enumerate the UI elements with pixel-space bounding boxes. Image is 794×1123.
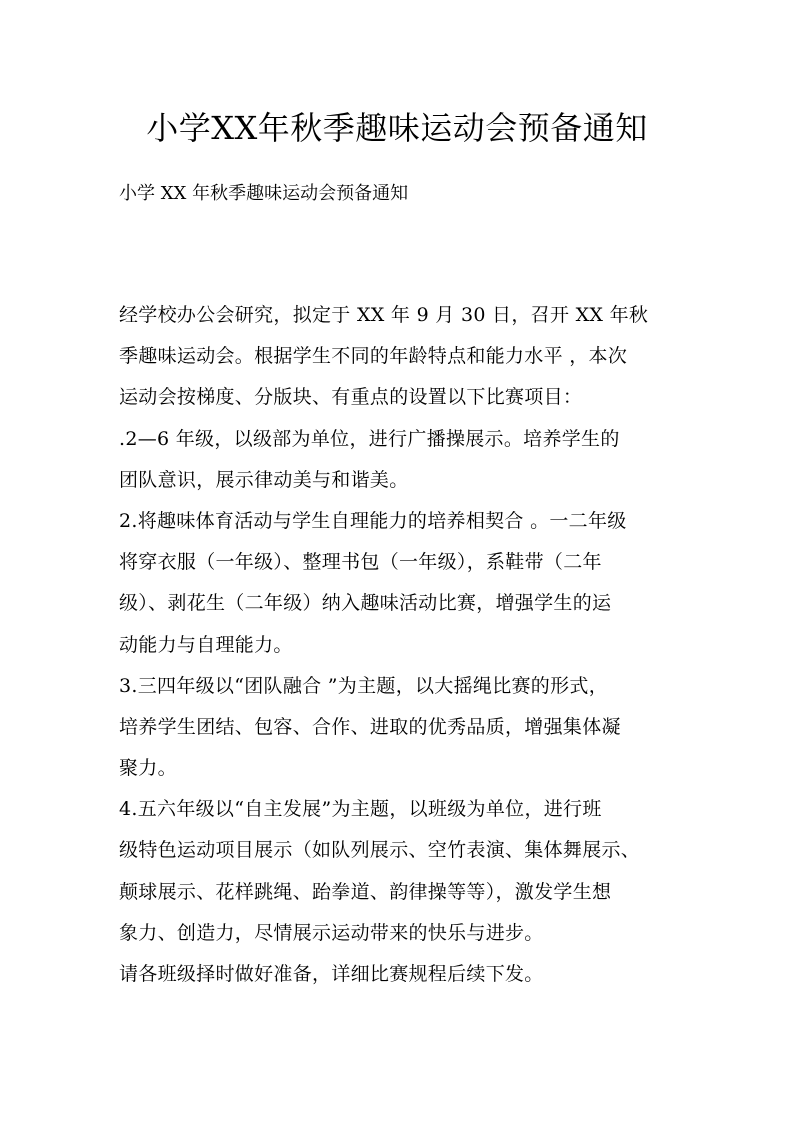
paragraph-line: 将穿衣服（一年级）、整理书包（一年级），系鞋带（二年 bbox=[119, 551, 602, 574]
paragraph-line: 颠球展示、花样跳绳、跆拳道、韵律操等等），激发学生想 bbox=[119, 880, 612, 903]
document-body bbox=[119, 300, 679, 1000]
paragraph-line: 运动会按梯度、分版块、有重点的设置以下比赛项目： bbox=[119, 386, 583, 409]
paragraph-intro bbox=[119, 300, 679, 424]
paragraph-line: 请各班级择时做好准备，详细比赛规程后续下发。 bbox=[119, 963, 544, 985]
paragraph-line: 季趣味运动会。根据学生不同的年龄特点和能力水平 ，本次 bbox=[119, 345, 628, 368]
document-subtitle: 小学 XX 年秋季趣味运动会预备通知 bbox=[119, 183, 409, 204]
document-title: 小学XX年秋季趣味运动会预备通知 bbox=[146, 109, 648, 147]
paragraph-line: 3.三四年级以“团队融合 ”为主题，以大摇绳比赛的形式， bbox=[119, 674, 608, 697]
paragraph-line: .2—6 年级，以级部为单位，进行广播操展示。培养学生的 bbox=[119, 427, 620, 450]
paragraph-line: 经学校办公会研究，拟定于 XX 年 9 月 30 日，召开 XX 年秋 bbox=[119, 304, 649, 326]
paragraph-line: 级特色运动项目展示（如队列展示、空竹表演、集体舞展示、 bbox=[119, 839, 641, 862]
paragraph-item-2 bbox=[119, 506, 679, 671]
paragraph-line: 2.将趣味体育活动与学生自理能力的培养相契合 。一二年级 bbox=[119, 509, 627, 532]
paragraph-line: 级）、剥花生（二年级）纳入趣味活动比赛，增强学生的运 bbox=[119, 592, 612, 615]
paragraph-item-1 bbox=[119, 424, 679, 506]
paragraph-line: 培养学生团结、包容、合作、进取的优秀品质，增强集体凝 bbox=[119, 715, 621, 738]
paragraph-item-4 bbox=[119, 794, 679, 959]
paragraph-item-3 bbox=[119, 671, 679, 795]
paragraph-line: 4.五六年级以“自主发展”为主题，以班级为单位，进行班 bbox=[119, 798, 602, 821]
paragraph-line: 聚力。 bbox=[119, 757, 177, 780]
paragraph-line: 象力、创造力，尽情展示运动带来的快乐与进步。 bbox=[119, 921, 544, 944]
paragraph-closing bbox=[119, 959, 679, 1000]
paragraph-line: 动能力与自理能力。 bbox=[119, 633, 293, 656]
paragraph-line: 团队意识，展示律动美与和谐美。 bbox=[119, 468, 409, 491]
